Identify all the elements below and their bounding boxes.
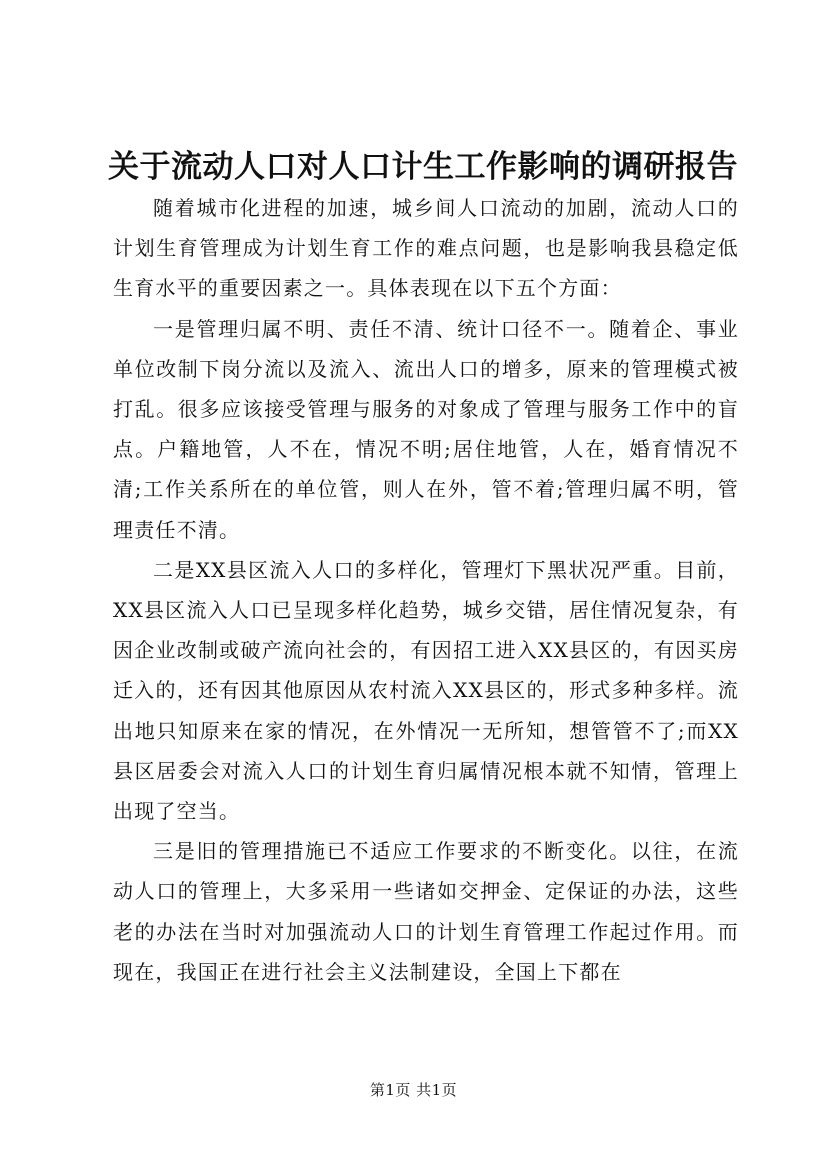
document-body	[113, 188, 739, 992]
paragraph-intro: 随着城市化进程的加速，城乡间人口流动的加剧，流动人口的计划生育管理成为计划生育工作的难点问题，也是影响我县稳定低生育水平的重要因素之一。具体表现在以下五个方面：	[113, 196, 739, 301]
document-title: 关于流动人口对人口计生工作影响的调研报告	[108, 149, 738, 185]
paragraph-point-one: 一是管理归属不明、责任不清、统计口径不一。随着企、事业单位改制下岗分流以及流入、流出人口的增多，原来的管理模式被打乱。很多应该接受管理与服务的对象成了管理与服务工作中的盲点。户籍地管，人不在，情况不明;居住地管，人在，婚育情况不清;工作关系所在的单位管，则人在外，管不着;管理归属不明，管理责任不清。	[113, 316, 739, 542]
paragraph-point-two: 二是XX县区流入人口的多样化，管理灯下黑状况严重。目前，XX县区流入人口已呈现多样化趋势，城乡交错，居住情况复杂，有因企业改制或破产流向社会的，有因招工进入XX县区的，有因买房迁入的，还有因其他原因从农村流入XX县区的，形式多种多样。流出地只知原来在家的情况，在外情况一无所知，想管管不了;而XX县区居委会对流入人口的计划生育归属情况根本就不知情，管理上出现了空当。	[113, 557, 739, 824]
page-number-footer: 第1页 共1页	[369, 1081, 458, 1099]
paragraph-point-three: 三是旧的管理措施已不适应工作要求的不断变化。以往，在流动人口的管理上，大多采用一些诸如交押金、定保证的办法，这些老的办法在当时对加强流动人口的计划生育管理工作起过作用。而现在，我国正在进行社会主义法制建设，全国上下都在	[113, 839, 739, 984]
